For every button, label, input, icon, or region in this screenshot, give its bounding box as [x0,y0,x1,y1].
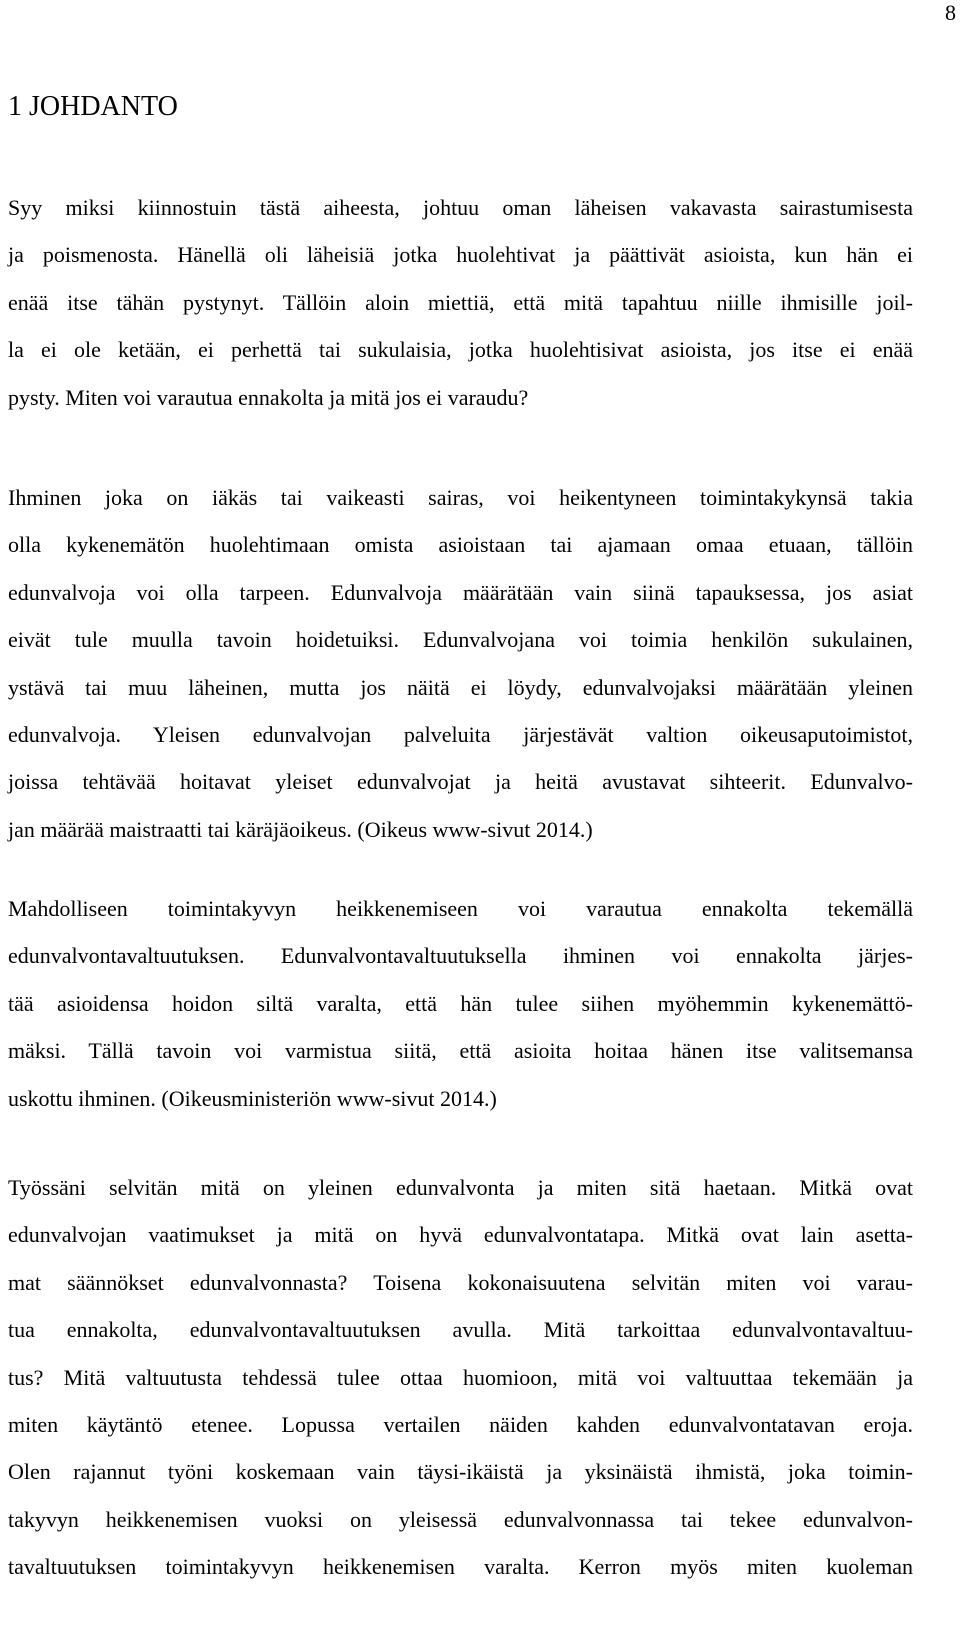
paragraph-line: tavaltuutuksen toimintakyvyn heikkenemisen varalta. Kerron myös miten kuoleman [8,1554,913,1580]
paragraph-line: Työssäni selvitän mitä on yleinen edunvalvonta ja miten sitä haetaan. Mitkä ovat [8,1175,913,1200]
paragraph-line: joissa tehtävää hoitavat yleiset edunvalvojat ja heitä avustavat sihteerit. Edunvalvo- [8,769,913,795]
paragraph-line: pysty. Miten voi varautua ennakolta ja mitä jos ei varaudu? [8,384,529,410]
paragraph-line: tua ennakolta, edunvalvontavaltuutuksen avulla. Mitä tarkoittaa edunvalvontavaltuu- [8,1317,913,1343]
paragraph-line: mäksi. Tällä tavoin voi varmistua siitä, että asioita hoitaa hänen itse valitsemansa [8,1038,913,1064]
paragraph-line: uskottu ihminen. (Oikeusministeriön www-sivut 2014.) [8,1085,497,1111]
paragraph-line: edunvalvontavaltuutuksen. Edunvalvontavaltuutuksella ihminen voi ennakolta järjes- [8,943,913,969]
paragraph-line: tus? Mitä valtuutusta tehdessä tulee ottaa huomioon, mitä voi valtuuttaa tekemään ja [8,1364,913,1390]
paragraph-line: jan määrää maistraatti tai käräjäoikeus. (Oikeus www-sivut 2014.) [8,816,593,842]
paragraph-line: mat säännökset edunvalvonnasta? Toisena kokonaisuutena selvitän miten voi varau- [8,1269,913,1295]
paragraph-line: Olen rajannut työni koskemaan vain täysi-ikäistä ja yksinäistä ihmistä, joka toimin- [8,1459,913,1485]
paragraph-line: ja poismenosta. Hänellä oli läheisiä jotka huolehtivat ja päättivät asioista, kun hän ei [8,242,913,268]
paragraph-line: Ihminen joka on iäkäs tai vaikeasti sairas, voi heikentyneen toimintakykynsä takia [8,485,913,510]
paragraph-line: olla kykenemätön huolehtimaan omista asioistaan tai ajamaan omaa etuaan, tällöin [8,532,913,558]
paragraph-line: eivät tule muulla tavoin hoidetuiksi. Edunvalvojana voi toimia henkilön sukulainen, [8,627,913,653]
paragraph-line: la ei ole ketään, ei perhettä tai sukulaisia, jotka huolehtisivat asioista, jos itse ei enää [8,337,913,363]
page-number: 8 [945,0,956,25]
paragraph-line: ystävä tai muu läheinen, mutta jos näitä ei löydy, edunvalvojaksi määrätään yleinen [8,674,913,700]
paragraph-4 [8,1164,913,1591]
paragraph-line: Mahdolliseen toimintakyvyn heikkenemiseen voi varautua ennakolta tekemällä [8,896,913,921]
paragraph-1 [8,184,913,421]
paragraph-line: edunvalvoja. Yleisen edunvalvojan palveluita järjestävät valtion oikeusaputoimistot, [8,722,913,748]
paragraph-line: tää asioidensa hoidon siltä varalta, että hän tulee siihen myöhemmin kykenemättö- [8,990,913,1016]
paragraph-3 [8,885,913,1122]
paragraph-line: edunvalvojan vaatimukset ja mitä on hyvä edunvalvontatapa. Mitkä ovat lain asetta- [8,1222,913,1248]
paragraph-line: Syy miksi kiinnostuin tästä aiheesta, johtuu oman läheisen vakavasta sairastumisesta [8,195,913,220]
paragraph-line: takyvyn heikkenemisen vuoksi on yleisessä edunvalvonnassa tai tekee edunvalvon- [8,1506,913,1532]
paragraph-line: enää itse tähän pystynyt. Tällöin aloin miettiä, että mitä tapahtuu niille ihmisille joil- [8,289,913,315]
chapter-heading: 1 JOHDANTO [8,91,178,122]
paragraph-line: edunvalvoja voi olla tarpeen. Edunvalvoja määrätään vain siinä tapauksessa, jos asiat [8,579,913,605]
paragraph-line: miten käytäntö etenee. Lopussa vertailen näiden kahden edunvalvontatavan eroja. [8,1412,913,1438]
paragraph-2 [8,474,913,853]
